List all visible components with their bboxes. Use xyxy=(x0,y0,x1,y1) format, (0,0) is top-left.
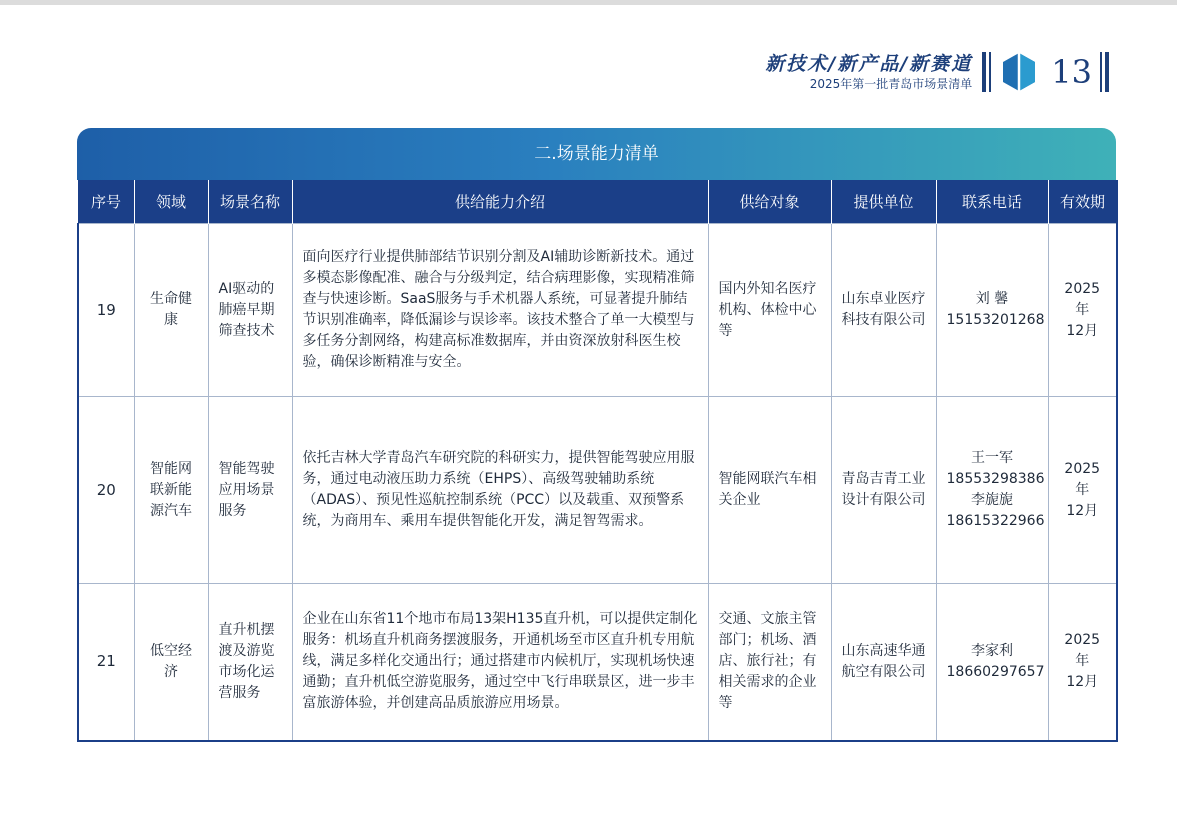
page-bar-thick xyxy=(1105,52,1109,92)
validity-year: 2025年 xyxy=(1064,280,1101,318)
contact-name: 刘 馨 xyxy=(975,291,1009,307)
column-header-provider: 提供单位 xyxy=(831,180,936,224)
row-intro: 依托吉林大学青岛汽车研究院的科研实力，提供智能驾驶应用服务，通过电动液压助力系统（EHPS）、高级驾驶辅助系统（ADAS）、预见性巡航控制系统（PCC）以及载重、双预警系统，为商用车、乘用车提供智能化开发，满足智驾需求。 xyxy=(292,397,708,584)
row-contact xyxy=(936,397,1048,584)
contact-name: 李旎旎 xyxy=(971,492,1013,508)
row-domain: 低空经济 xyxy=(134,584,208,741)
contact-name: 王一军 xyxy=(971,450,1013,466)
top-edge-strip xyxy=(0,0,1177,5)
validity-year: 2025年 xyxy=(1064,460,1101,498)
header-subtitle: 2025年第一批青岛市场景清单 xyxy=(809,77,973,91)
contact-phone: 15153201268 xyxy=(946,312,1045,328)
validity-month: 12月 xyxy=(1066,322,1099,339)
section-title-banner: 二.场景能力清单 xyxy=(77,128,1116,180)
column-header-contact: 联系电话 xyxy=(936,180,1048,224)
row-number: 20 xyxy=(78,397,134,584)
validity-month: 12月 xyxy=(1066,674,1099,691)
row-target: 智能网联汽车相关企业 xyxy=(708,397,831,584)
row-intro: 企业在山东省11个地市布局13架H135直升机，可以提供定制化服务：机场直升机商务摆渡服务，开通机场至市区直升机专用航线，满足多样化交通出行；通过搭建市内候机厅，实现机场快速通勤；直升机低空游览服务，通过空中飞行串联景区，进一步丰富旅游体验，并创建高品质旅游应用场景。 xyxy=(292,584,708,741)
row-contact xyxy=(936,224,1048,397)
table-row xyxy=(78,584,1117,741)
column-header-target: 供给对象 xyxy=(708,180,831,224)
contact-name: 李家利 xyxy=(971,642,1013,659)
page-number-bars xyxy=(1100,52,1109,92)
row-provider: 山东卓业医疗科技有限公司 xyxy=(831,224,936,397)
row-target: 国内外知名医疗机构、体检中心等 xyxy=(708,224,831,397)
column-header-validity: 有效期 xyxy=(1048,180,1117,224)
contact-phone: 18660297657 xyxy=(946,663,1045,680)
row-scene-name: AI驱动的肺癌早期筛查技术 xyxy=(208,224,292,397)
contact-phone: 18553298386 xyxy=(946,471,1045,487)
row-provider: 山东高速华通航空有限公司 xyxy=(831,584,936,741)
divider-bar-thin xyxy=(989,52,991,92)
validity-month: 12月 xyxy=(1066,502,1099,519)
page-bar-thin xyxy=(1100,52,1102,92)
validity-year: 2025年 xyxy=(1064,632,1101,670)
contact-phone: 18615322966 xyxy=(946,513,1045,529)
row-validity xyxy=(1048,224,1117,397)
row-domain: 智能网联新能源汽车 xyxy=(134,397,208,584)
row-number: 21 xyxy=(78,584,134,741)
column-header-scene: 场景名称 xyxy=(208,180,292,224)
row-contact xyxy=(936,584,1048,741)
header-title: 新技术/新产品/新赛道 xyxy=(765,53,973,75)
divider-bar-thick xyxy=(982,52,986,92)
hexagon-logo-icon xyxy=(1001,52,1037,92)
page-number: 13 xyxy=(1051,53,1092,91)
table-row xyxy=(78,397,1117,584)
row-scene-name: 直升机摆渡及游览市场化运营服务 xyxy=(208,584,292,741)
column-header-domain: 领域 xyxy=(134,180,208,224)
row-provider: 青岛吉青工业设计有限公司 xyxy=(831,397,936,584)
column-header-intro: 供给能力介绍 xyxy=(292,180,708,224)
row-target: 交通、文旅主管部门；机场、酒店、旅行社；有相关需求的企业等 xyxy=(708,584,831,741)
row-domain: 生命健康 xyxy=(134,224,208,397)
table-row xyxy=(78,224,1117,397)
header-divider-bars xyxy=(982,52,991,92)
header-text-block xyxy=(765,52,972,92)
scene-capability-panel xyxy=(77,128,1116,742)
row-validity xyxy=(1048,397,1117,584)
row-intro: 面向医疗行业提供肺部结节识别分割及AI辅助诊断新技术。通过多模态影像配准、融合与分级判定，结合病理影像，实现精准筛查与快速诊断。SaaS服务与手术机器人系统，可显著提升肺结节识别准确率，降低漏诊与误诊率。该技术整合了单一大模型与多任务分割网络，构建高标准数据库，并由资深放射科医生校验，确保诊断精准与安全。 xyxy=(292,224,708,397)
column-header-no: 序号 xyxy=(78,180,134,224)
row-number: 19 xyxy=(78,224,134,397)
table-header-row xyxy=(78,180,1117,224)
row-validity xyxy=(1048,584,1117,741)
row-scene-name: 智能驾驶应用场景服务 xyxy=(208,397,292,584)
scene-capability-table xyxy=(77,180,1118,742)
page-header xyxy=(765,52,1109,92)
